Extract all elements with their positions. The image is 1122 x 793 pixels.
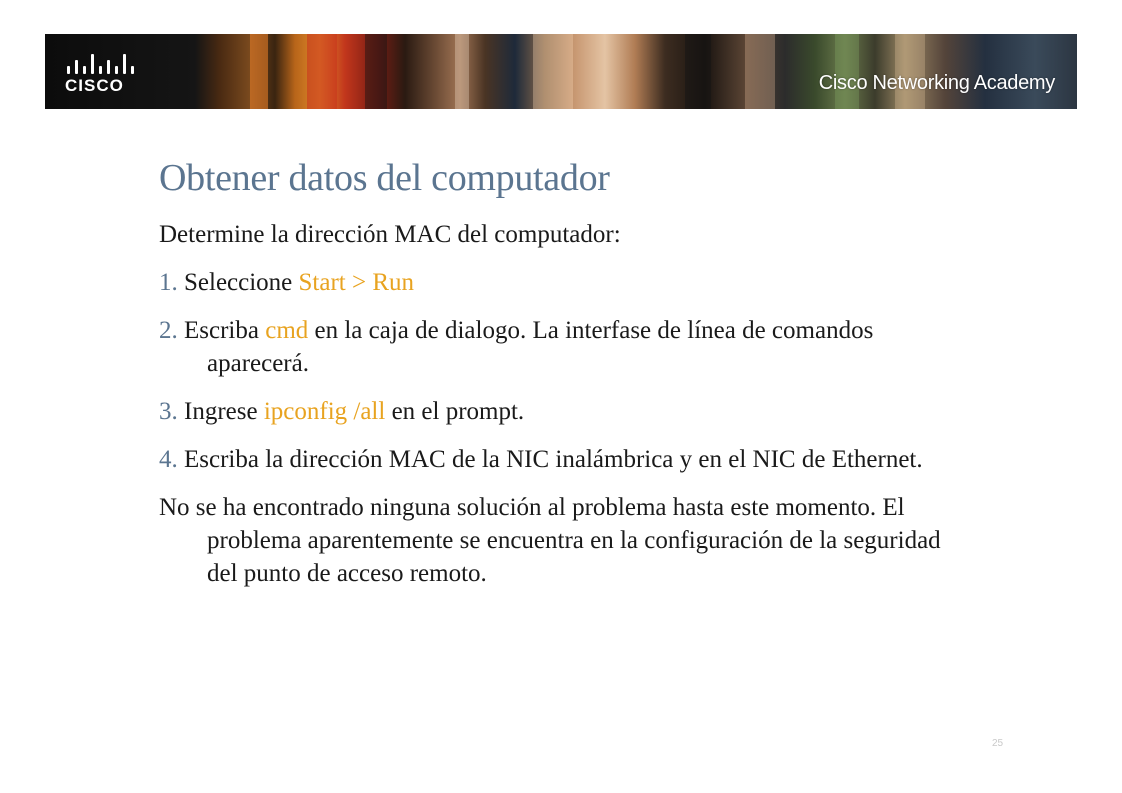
intro-text: Determine la dirección MAC del computador: [159,221,621,248]
header-banner [45,34,1077,109]
academy-name: Cisco Networking Academy [818,72,1055,94]
cisco-wordmark: CISCO [65,76,124,95]
banner-photo-strip [455,34,469,109]
page-number: 25 [992,738,1004,749]
step-number: 2. [159,317,178,344]
step-text: Escriba la dirección MAC de la NIC inalámbrica y en el NIC de Ethernet. [184,446,923,473]
list-item [159,443,949,476]
slide-title: Obtener datos del computador [159,157,610,199]
step-highlight: ipconfig /all [263,398,386,425]
cisco-logo [65,52,145,96]
list-item [159,266,949,299]
banner-photo-strip [685,34,711,109]
banner-photo-strip [365,34,387,109]
step-text: en el prompt. [385,398,525,425]
step-highlight: cmd [265,317,309,344]
step-text: en la caja de dialogo. La interfase de línea de comandos aparecerá. [207,317,874,377]
list-item [159,314,949,380]
banner-photo-strip [533,34,573,109]
step-text: Ingrese [184,398,264,425]
step-number: 4. [159,446,178,473]
step-number: 3. [159,398,178,425]
step-text: Escriba [184,317,266,344]
list-item [159,395,949,428]
banner-photo-strip [250,34,268,109]
cisco-bridge-icon [67,52,137,74]
step-highlight: Start > Run [298,269,415,296]
steps-list [159,266,949,476]
banner-photo-strip [307,34,337,109]
banner-photo-strip [745,34,775,109]
slide-body [159,218,949,590]
note-text: No se ha encontrado ninguna solución al problema hasta este momento. El problema aparentemente se encuentra en la configuración de la seguridad del punto de acceso remoto. [159,494,941,587]
step-text: Seleccione [184,269,299,296]
step-number: 1. [159,269,178,296]
